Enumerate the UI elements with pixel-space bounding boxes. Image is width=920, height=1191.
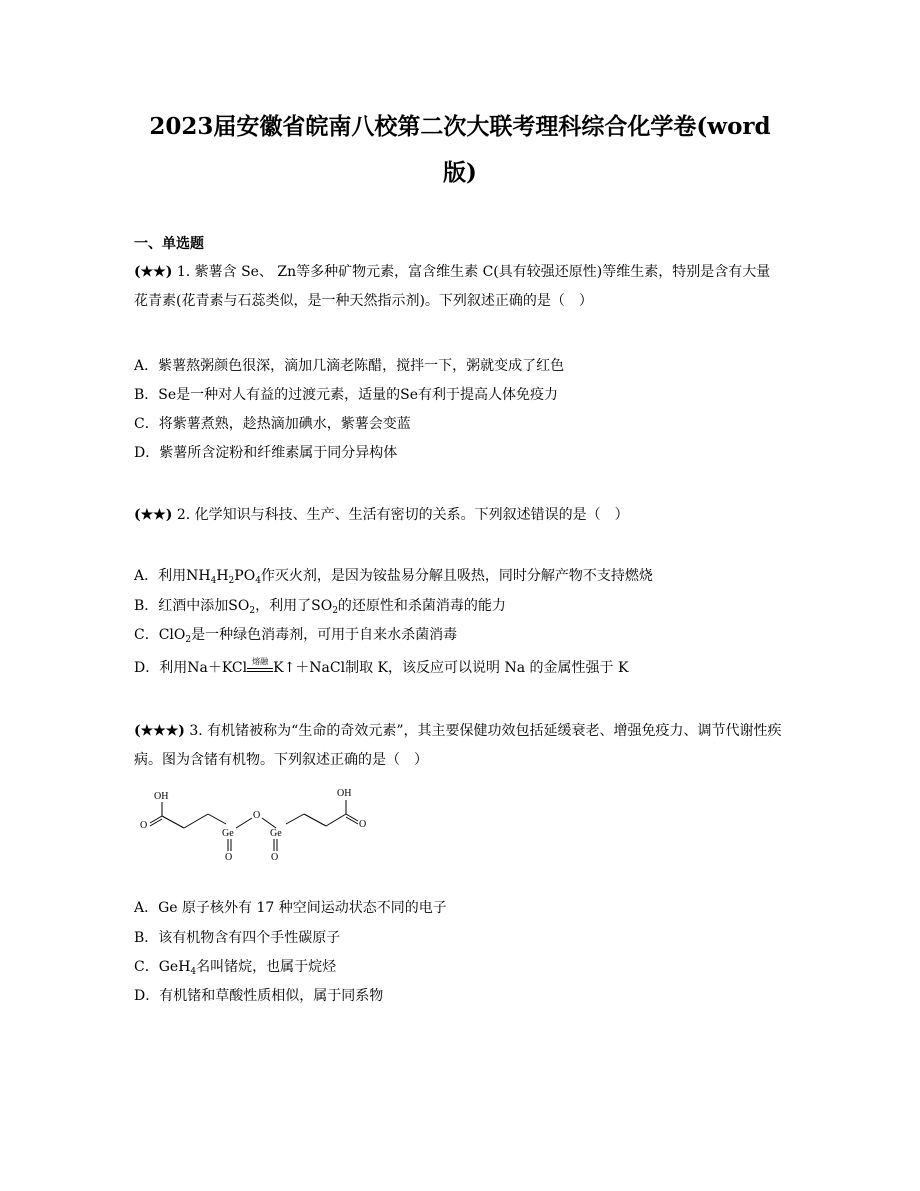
- formula: $SO_2$: [228, 598, 256, 616]
- option-text: 的还原性和杀菌消毒的能力: [337, 598, 506, 614]
- ge-oxo-label: O: [271, 852, 279, 862]
- title-line-2: 版): [443, 159, 477, 186]
- option-prefix: C．: [134, 959, 159, 975]
- option-2A: [134, 566, 653, 586]
- option-text: 制取 K，该反应可以说明 Na 的金属性强于 K: [345, 660, 629, 676]
- carbonyl-o-label: O: [140, 820, 148, 831]
- option-1B: B．Se是一种对人有益的过渡元素，适量的Se有利于提高人体免疫力: [134, 387, 559, 403]
- option-3D: D．有机锗和草酸性质相似，属于同系物: [134, 988, 384, 1004]
- organogermanium-structure: [136, 782, 376, 862]
- option-text: 是一种绿色消毒剂，可用于自来水杀菌消毒: [191, 627, 458, 643]
- oh-label: OH: [337, 788, 352, 799]
- formula: $NH_4H_2PO_4$: [186, 568, 261, 586]
- formula: $SO_2$: [311, 598, 338, 616]
- equilibrium-sign: 熔融: [247, 666, 273, 672]
- question-1: [134, 258, 784, 316]
- option-1C: C．将紫薯煮熟，趁热滴加碘水，紫薯会变蓝: [134, 416, 411, 432]
- carbonyl-o-label: O: [359, 819, 367, 830]
- question-3: [134, 717, 784, 775]
- option-3C: [134, 957, 336, 977]
- option-3A: A．Ge 原子核外有 17 种空间运动状态不同的电子: [134, 900, 447, 916]
- question-text: 1. 紫薯含 Se、 Zn等多种矿物元素，富含维生素 C(具有较强还原性)等维生素，特别是含有大量花青素(花青素与石蕊类似，是一种天然指示剂)。下列叙述正确的是（ ）: [134, 264, 771, 309]
- oh-label: OH: [154, 791, 169, 802]
- option-2B: [134, 596, 506, 616]
- question-text: 3. 有机锗被称为“生命的奇效元素”，其主要保健功效包括延缓衰老、增强免疫力、调节代谢性疾病。图为含锗有机物。下列叙述正确的是（ ）: [134, 723, 782, 768]
- option-text: 名叫锗烷，也属于烷烃: [196, 959, 337, 975]
- ge-oxo-label: O: [225, 852, 233, 862]
- option-text: 作灭火剂，是因为铵盐易分解且吸热，同时分解产物不支持燃烧: [260, 568, 653, 584]
- formula: ClO$_2$: [158, 627, 192, 645]
- reaction-equation: Na＋KCl 熔融 K↑＋NaCl: [187, 657, 346, 676]
- option-text: ，利用了: [255, 598, 312, 614]
- option-2D: [134, 658, 628, 678]
- difficulty-stars: (★★★): [134, 723, 185, 739]
- option-3B: B．该有机物含有四个手性碳原子: [134, 930, 341, 946]
- difficulty-stars: (★★): [134, 264, 173, 280]
- option-prefix: B．红酒中添加: [134, 598, 229, 614]
- ge-label: Ge: [270, 828, 282, 839]
- bridge-o-label: O: [253, 810, 261, 821]
- section-heading: 一、单选题: [134, 236, 204, 252]
- question-2: [134, 501, 784, 530]
- difficulty-stars: (★★): [134, 507, 173, 523]
- document-title: [0, 104, 920, 196]
- option-1A: A．紫薯熬粥颜色很深，滴加几滴老陈醋，搅拌一下，粥就变成了红色: [134, 358, 565, 374]
- option-prefix: D．利用: [134, 660, 188, 676]
- title-line-1: 2023届安徽省皖南八校第二次大联考理科综合化学卷(word: [149, 113, 771, 140]
- ge-label: Ge: [222, 828, 234, 839]
- option-prefix: C．: [134, 627, 159, 643]
- option-2C: [134, 625, 457, 645]
- formula: GeH$_4$: [158, 959, 197, 977]
- option-1D: D．紫薯所含淀粉和纤维素属于同分异构体: [134, 445, 398, 461]
- option-prefix: A．利用: [134, 568, 187, 584]
- question-text: 2. 化学知识与科技、生产、生活有密切的关系。下列叙述错误的是（ ）: [176, 507, 629, 523]
